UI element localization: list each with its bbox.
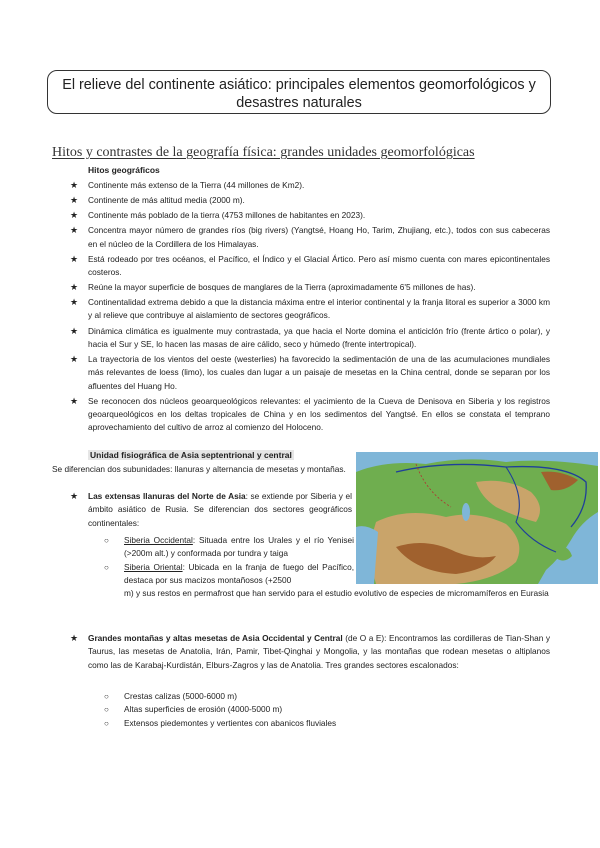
bullet-bold: Las extensas llanuras del Norte de Asia [88, 491, 246, 501]
star-icon: ★ [70, 225, 79, 236]
list-item: ○ Extensos piedemontes y vertientes con abanicos fluviales [104, 717, 404, 730]
star-icon: ★ [70, 491, 79, 501]
star-icon: ★ [70, 210, 79, 221]
list-item: ○ Altas superficies de erosión (4000-5000 m) [104, 703, 404, 716]
star-icon: ★ [70, 633, 79, 643]
title-box [47, 70, 551, 114]
levels-list [104, 690, 404, 730]
bullet-bold: Grandes montañas y altas mesetas de Asia Occidental y Central [88, 633, 343, 643]
list-item: ★ Está rodeado por tres océanos, el Pacífico, el Índico y el Glacial Ártico. Pero así mismo cuenta con mares epicontinentales costeros. [70, 253, 550, 277]
star-icon: ★ [70, 353, 79, 364]
section-heading: Hitos y contrastes de la geografía física: grandes unidades geomorfológicas [52, 145, 475, 160]
circle-icon: ○ [104, 562, 109, 572]
siberia-continuation: m) y sus restos en permafrost que han servido para el estudio evolutivo de especies de micromamíferos en Eurasia [124, 588, 549, 598]
unit-intro: Se diferencian dos subunidades: llanuras y alternancia de mesetas y montañas. [52, 464, 346, 474]
hitos-list [70, 179, 550, 436]
star-icon: ★ [70, 395, 79, 406]
star-icon: ★ [70, 325, 79, 336]
list-item: ★ Concentra mayor número de grandes ríos (big rivers) (Yangtsé, Hoang Ho, Tarim, Zhujiang, etc.), todos con sus cabeceras en el núcleo de la Cordillera de los Himalayas. [70, 225, 550, 249]
list-item: ○ Crestas calizas (5000-6000 m) [104, 690, 404, 703]
list-item: ○ Siberia Occidental: Situada entre los Urales y el río Yenisei (>200m alt.) y conformada por tundra y taiga [104, 535, 354, 559]
star-icon: ★ [70, 282, 79, 293]
list-item: ★ Se reconocen dos núcleos geoarqueológicos relevantes: el yacimiento de la Cueva de Denisova en Siberia y los registros geoarqueológicos en los deltas tropicales de China y en los sedimentos del Yangtsé. En ellos se constata el temprano aprovechamiento del cultivo de arroz al comienzo del Holoceno. [70, 395, 550, 433]
star-icon: ★ [70, 195, 79, 206]
document-title: El relieve del continente asiático: principales elementos geomorfológicos y desastres naturales [62, 77, 536, 111]
circle-icon: ○ [104, 692, 109, 701]
list-item: ★ Continente de más altitud media (2000 m). [70, 194, 550, 207]
star-icon: ★ [70, 180, 79, 190]
list-item: ★ Continente más extenso de la Tierra (44 millones de Km2). [70, 179, 550, 192]
bullet-llanuras: ★ Las extensas llanuras del Norte de Asia: se extiende por Siberia y el ámbito asiático de Rusia. Se diferencian dos sectores geográficos continentales: [70, 491, 352, 528]
unit-heading: Unidad fisiográfica de Asia septentrional y central [90, 450, 292, 460]
circle-icon: ○ [104, 536, 109, 545]
circle-icon: ○ [104, 718, 109, 728]
list-item: ★ Continentalidad extrema debido a que la distancia máxima entre el interior continental y la franja litoral es superior a 3000 km y al relieve que contribuye al aislamiento de sectores geográficos. [70, 297, 550, 321]
star-icon: ★ [70, 253, 79, 264]
list-item: ★ La trayectoria de los vientos del oeste (westerlies) ha favorecido la sedimentación de una de las acumulaciones mundiales más relevantes de loess (limo), los cuales dan lugar a un paisaje de mesetas en la China central, donde se separan por los afluentes del Huang Ho. [70, 353, 550, 391]
circle-icon: ○ [104, 705, 109, 715]
siberia-list [104, 534, 354, 587]
list-item: ○ Siberia Oriental: Ubicada en la franja de fuego del Pacífico, destaca por sus macizos montañosos (+2500 [104, 561, 355, 585]
list-item: ★ Reúne la mayor superficie de bosques de manglares de la Tierra (aproximadamente 6'5 millones de has). [70, 281, 550, 294]
asia-relief-map [356, 452, 598, 584]
list-item: ★ Dinámica climática es igualmente muy contrastada, ya que hacia el Norte domina el anticiclón frío (frente ártico o polar), y hacia el Sur y SE, lo hacen las masas de aire cálido, seco y húmedo (frente intertropical). [70, 325, 550, 349]
bullet-montanas: ★ Grandes montañas y altas mesetas de Asia Occidental y Central (de O a E): Encontramos las cordilleras de Tian-Shan y Taurus, las mesetas de Anatolia, Irán, Pamir, Tibet-Qinghai y Mongolia, y las montañas que rodean mesetas o altiplanos como las de Karabaj-Kurdistán, Elburs-Zagros y las de Anatolia. Tres grandes sectores escalonados: [70, 633, 550, 670]
list-item: ★ Continente más poblado de la tierra (4753 millones de habitantes en 2023). [70, 209, 550, 222]
subheading-hitos: Hitos geográficos [88, 165, 160, 175]
map-image [356, 452, 598, 584]
star-icon: ★ [70, 297, 79, 308]
